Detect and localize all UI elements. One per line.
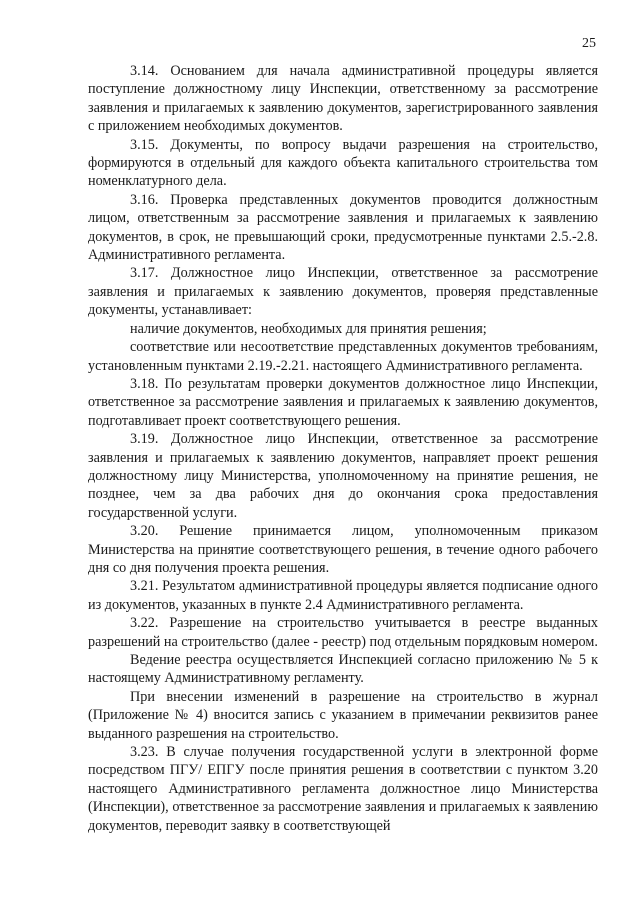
paragraph-3-16: 3.16. Проверка представленных документов проводится должностным лицом, ответственным за рассмотрение заявления и прилагаемых к заявлению документов, в срок, не превышающий сроки, предусмотренные пунктами 2.5.-2.8. Административного регламента.: [88, 191, 598, 264]
paragraph-3-22: 3.22. Разрешение на строительство учитывается в реестре выданных разрешений на строительство (далее - реестр) под отдельным порядковым номером.: [88, 615, 598, 650]
paragraph-3-19: 3.19. Должностное лицо Инспекции, ответственное за рассмотрение заявления и прилагаемых к заявлению документов, направляет проект решения должностному лицу Министерства, уполномоченному на принятие решения, не позднее, чем за два рабочих дня до окончания срока предоставления государственной услуги.: [88, 431, 598, 521]
paragraph-3-17: 3.17. Должностное лицо Инспекции, ответственное за рассмотрение заявления и прилагаемых к заявлению документов, проверяя представленные документы, устанавливает:: [88, 265, 598, 319]
paragraph-3-23: 3.23. В случае получения государственной услуги в электронной форме посредством ПГУ/ ЕПГУ после принятия решения в соответствии с пунктом 3.20 настоящего Административного регламента должностное лицо Министерства (Инспекции), ответственное за рассмотрение заявления и прилагаемых к заявлению документов, переводит заявку в соответствующей: [88, 744, 598, 834]
paragraph-permit-changes: При внесении изменений в разрешение на строительство в журнал (Приложение № 4) вносится запись с указанием в примечании реквизитов ранее выданного разрешения на строительство.: [88, 688, 598, 742]
page-number: 25: [582, 36, 596, 51]
paragraph-registry-maintenance: Ведение реестра осуществляется Инспекцией согласно приложению № 5 к настоящему Административному регламенту.: [88, 652, 598, 687]
paragraph-3-18: 3.18. По результатам проверки документов должностное лицо Инспекции, ответственное за рассмотрение заявления и прилагаемых к заявлению документов, подготавливает проект соответствующего решения.: [88, 375, 598, 429]
paragraph-3-21: 3.21. Результатом административной процедуры является подписание одного из документов, указанных в пункте 2.4 Административного регламента.: [88, 578, 598, 613]
paragraph-3-15: 3.15. Документы, по вопросу выдачи разрешения на строительство, формируются в отдельный для каждого объекта капитального строительства том номенклатурного дела.: [88, 136, 598, 190]
paragraph-3-17-item-1: наличие документов, необходимых для принятия решения;: [130, 320, 487, 337]
paragraph-3-17-item-2: соответствие или несоответствие представленных документов требованиям, установленным пунктами 2.19.-2.21. настоящего Административного регламента.: [88, 339, 598, 374]
document-body: [88, 62, 598, 835]
paragraph-3-20: 3.20. Решение принимается лицом, уполномоченным приказом Министерства на принятие соответствующего решения, в течение одного рабочего дня со дня получения проекта решения.: [88, 523, 598, 576]
paragraph-3-14: 3.14. Основанием для начала административной процедуры является поступление должностному лицу Инспекции, ответственному за рассмотрение заявления и прилагаемых к заявлению документов, зарегистрированного заявления с приложением необходимых документов.: [88, 63, 598, 135]
